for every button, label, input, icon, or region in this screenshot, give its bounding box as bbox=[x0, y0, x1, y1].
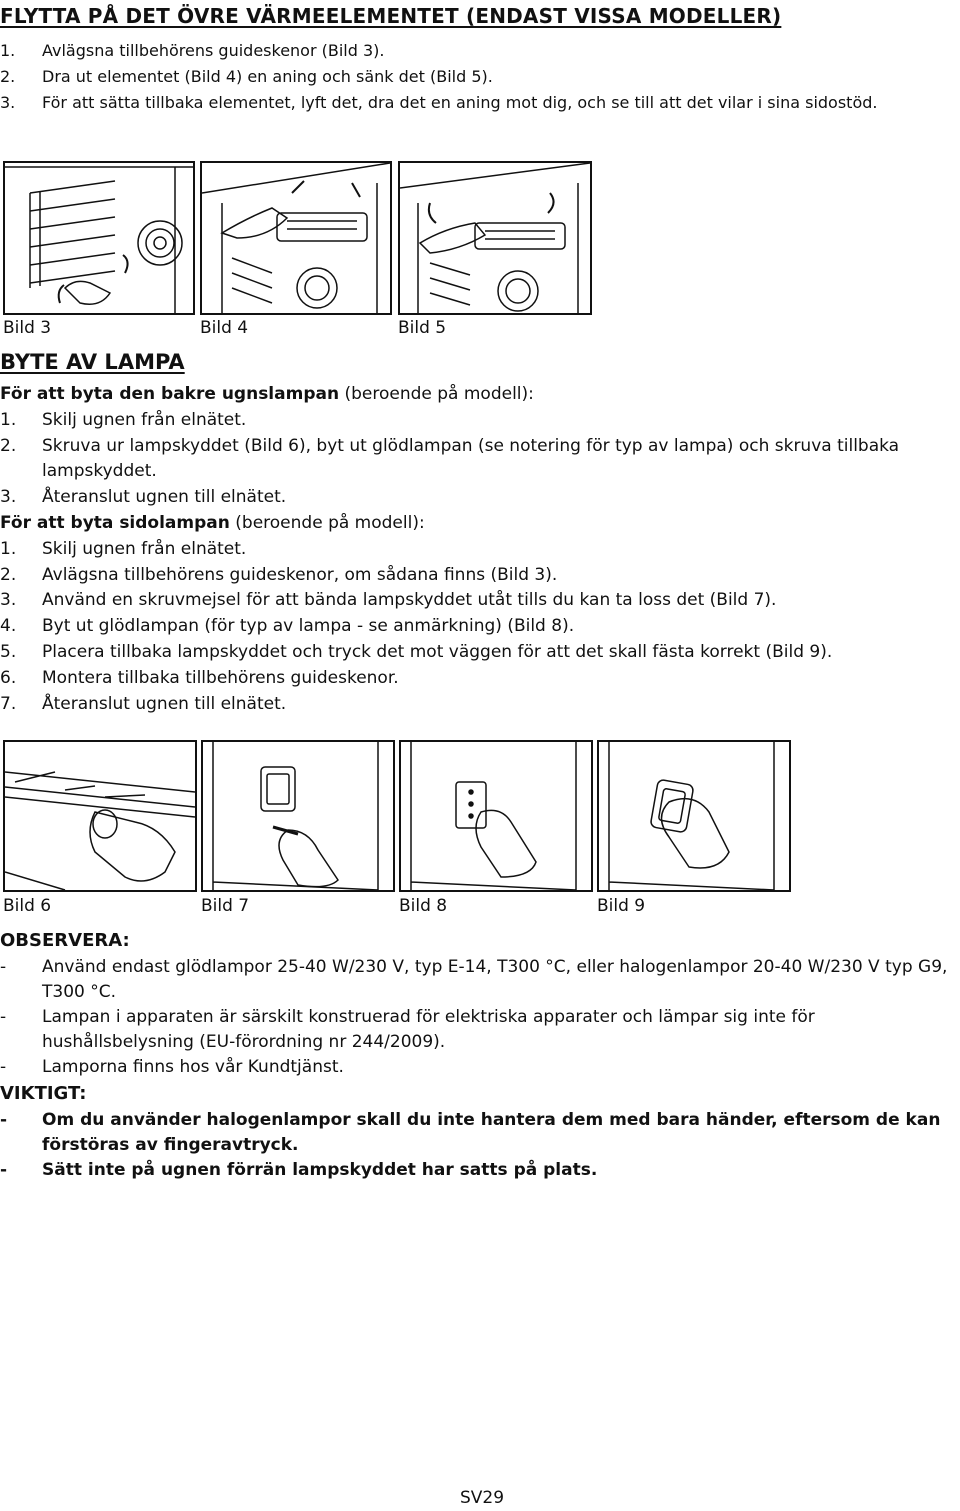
step-text: Placera tillbaka lampskyddet och tryck det mot väggen för att det skall fästa korrekt (Bild 9). bbox=[42, 641, 833, 662]
step-number: 2. bbox=[0, 435, 17, 456]
back-lamp-heading-rest: (beroende på modell): bbox=[339, 384, 534, 404]
step-number: 6. bbox=[0, 667, 17, 688]
bullet-dash: - bbox=[0, 1007, 7, 1027]
caption-bild-8: Bild 8 bbox=[399, 896, 448, 916]
back-lamp-unscrew-illustration bbox=[5, 742, 195, 890]
bullet-dash: - bbox=[0, 1057, 7, 1077]
step-text: Skruva ur lampskyddet (Bild 6), byt ut glödlampan (se notering för typ av lampa) och skruva tillbaka lampskyddet. bbox=[42, 435, 900, 482]
list-item bbox=[0, 434, 958, 486]
lamp-instructions bbox=[0, 382, 958, 717]
figure-bild-3 bbox=[3, 161, 195, 315]
heating-element-steps bbox=[0, 38, 950, 116]
caption-bild-7: Bild 7 bbox=[201, 896, 250, 916]
step-number: 3. bbox=[0, 590, 17, 611]
step-number: 3. bbox=[0, 487, 17, 508]
caption-bild-3: Bild 3 bbox=[3, 318, 52, 338]
important-heading: VIKTIGT: bbox=[0, 1083, 87, 1104]
list-item bbox=[0, 1108, 960, 1158]
caption-bild-9: Bild 9 bbox=[597, 896, 646, 916]
figure-bild-8 bbox=[399, 740, 593, 892]
section-title-lamp: BYTE AV LAMPA bbox=[0, 350, 185, 374]
list-item bbox=[0, 64, 950, 90]
step-number: 1. bbox=[0, 41, 16, 60]
step-number: 4. bbox=[0, 616, 17, 637]
step-number: 2. bbox=[0, 564, 17, 585]
list-item bbox=[0, 90, 950, 116]
list-item bbox=[0, 588, 958, 614]
caption-bild-4: Bild 4 bbox=[200, 318, 249, 338]
step-number: 1. bbox=[0, 409, 17, 430]
list-item bbox=[0, 408, 958, 434]
step-text: Avlägsna tillbehörens guideskenor, om sådana finns (Bild 3). bbox=[42, 564, 558, 585]
note-heading: OBSERVERA: bbox=[0, 930, 130, 951]
step-number: 1. bbox=[0, 538, 17, 559]
note-text: Lampan i apparaten är särskilt konstruerad för elektriska apparater och lämpar sig inte för hushållsbelysning (EU-förordning nr 244/2009). bbox=[42, 1007, 815, 1052]
oven-rack-removal-illustration bbox=[5, 163, 193, 313]
important-text: Sätt inte på ugnen förrän lampskyddet har satts på plats. bbox=[42, 1160, 598, 1180]
list-item bbox=[0, 563, 958, 589]
list-item bbox=[0, 640, 958, 666]
figure-bild-9 bbox=[597, 740, 791, 892]
step-text: Återanslut ugnen till elnätet. bbox=[42, 693, 287, 714]
list-item bbox=[0, 1055, 960, 1080]
side-lamp-heading-rest: (beroende på modell): bbox=[229, 512, 425, 533]
lamp-cover-refit-illustration bbox=[599, 742, 789, 890]
step-text: Avlägsna tillbehörens guideskenor (Bild 3). bbox=[42, 41, 385, 60]
side-lamp-heading bbox=[0, 511, 958, 537]
step-text: Dra ut elementet (Bild 4) en aning och sänk det (Bild 5). bbox=[42, 67, 493, 86]
bullet-dash: - bbox=[0, 957, 7, 977]
important-text: Om du använder halogenlampor skall du inte hantera dem med bara händer, eftersom de kan förstöras av fingeravtryck. bbox=[42, 1110, 941, 1155]
step-text: Använd en skruvmejsel för att bända lampskyddet utåt tills du kan ta loss det (Bild 7). bbox=[42, 590, 777, 611]
list-item bbox=[0, 692, 958, 718]
heating-element-lower-illustration bbox=[400, 163, 590, 313]
side-lamp-pry-illustration bbox=[203, 742, 393, 890]
caption-bild-5: Bild 5 bbox=[398, 318, 447, 338]
step-number: 5. bbox=[0, 641, 17, 662]
list-item bbox=[0, 955, 960, 1005]
step-text: Skilj ugnen från elnätet. bbox=[42, 538, 247, 559]
list-item bbox=[0, 1158, 960, 1183]
list-item bbox=[0, 537, 958, 563]
back-lamp-heading bbox=[0, 382, 958, 408]
back-lamp-heading-bold: För att byta den bakre ugnslampan bbox=[0, 384, 340, 404]
bullet-dash: - bbox=[0, 1110, 8, 1130]
heating-element-pull-illustration bbox=[202, 163, 390, 313]
note-text: Lamporna finns hos vår Kundtjänst. bbox=[42, 1057, 344, 1077]
list-item bbox=[0, 666, 958, 692]
note-list bbox=[0, 955, 960, 1080]
step-number: 7. bbox=[0, 693, 17, 714]
figure-bild-7 bbox=[201, 740, 395, 892]
list-item bbox=[0, 1005, 960, 1055]
step-number: 3. bbox=[0, 93, 16, 112]
list-item bbox=[0, 38, 950, 64]
step-text: Byt ut glödlampan (för typ av lampa - se anmärkning) (Bild 8). bbox=[42, 616, 575, 637]
list-item bbox=[0, 485, 958, 511]
figure-bild-4 bbox=[200, 161, 392, 315]
bullet-dash: - bbox=[0, 1160, 8, 1180]
step-text: Montera tillbaka tillbehörens guideskenor. bbox=[42, 667, 399, 688]
step-text: För att sätta tillbaka elementet, lyft det, dra det en aning mot dig, och se till att det vilar i sina sidostöd. bbox=[42, 93, 878, 112]
step-number: 2. bbox=[0, 67, 16, 86]
step-text: Skilj ugnen från elnätet. bbox=[42, 409, 247, 430]
important-list bbox=[0, 1108, 960, 1183]
caption-bild-6: Bild 6 bbox=[3, 896, 52, 916]
section-title-heating-element: FLYTTA PÅ DET ÖVRE VÄRMEELEMENTET (ENDAST VISSA MODELLER) bbox=[0, 4, 782, 28]
figure-bild-5 bbox=[398, 161, 592, 315]
side-bulb-replace-illustration bbox=[401, 742, 591, 890]
figure-bild-6 bbox=[3, 740, 197, 892]
note-text: Använd endast glödlampor 25-40 W/230 V, typ E-14, T300 °C, eller halogenlampor 20-40 W/230 V typ G9, T300 °C. bbox=[42, 957, 948, 1002]
step-text: Återanslut ugnen till elnätet. bbox=[42, 487, 287, 508]
page-number: SV29 bbox=[460, 1488, 505, 1508]
list-item bbox=[0, 614, 958, 640]
side-lamp-heading-bold: För att byta sidolampan bbox=[0, 512, 230, 533]
